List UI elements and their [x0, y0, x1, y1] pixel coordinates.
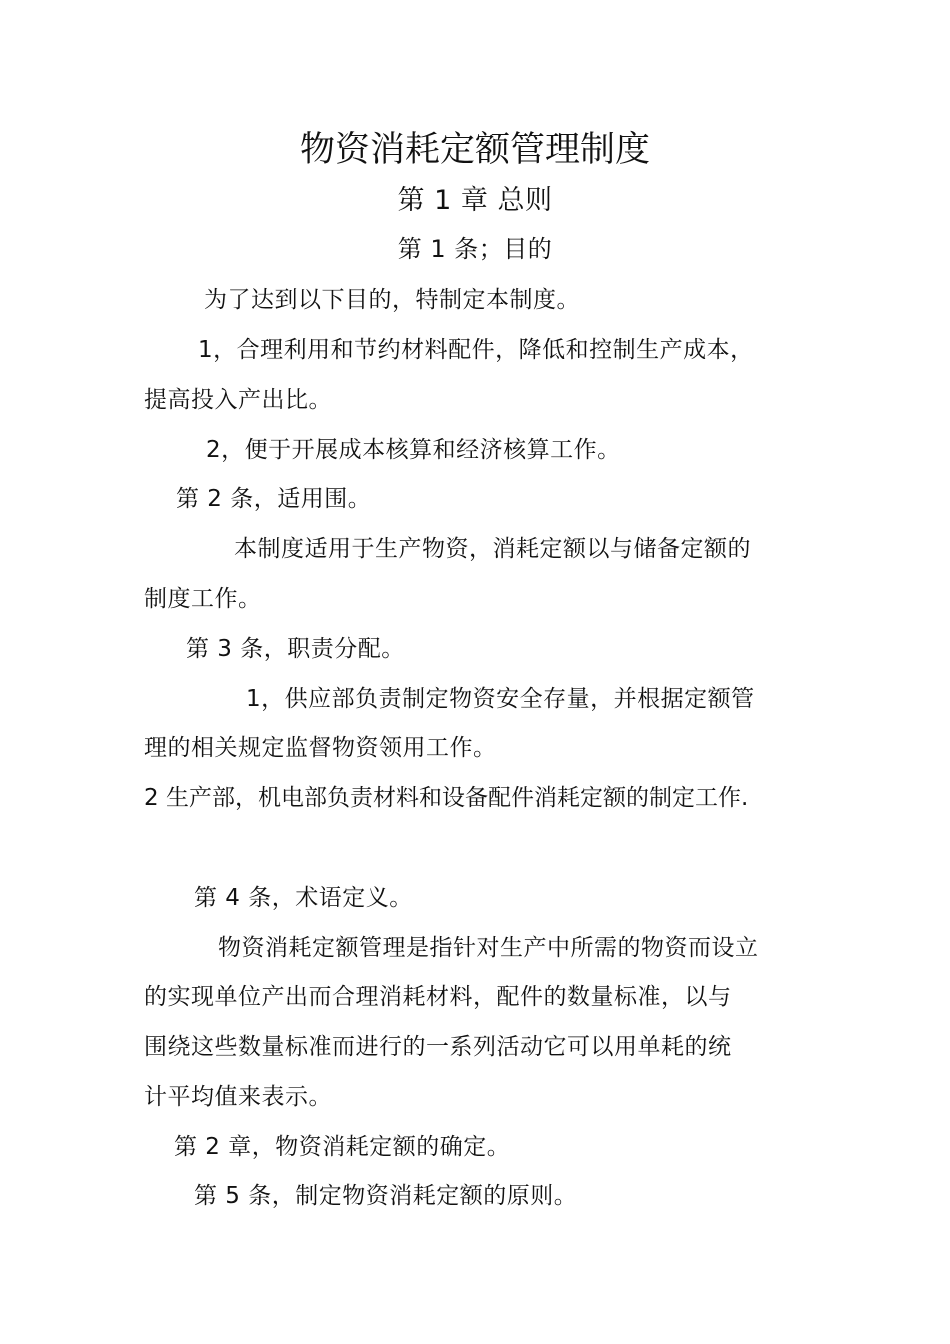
- article-3-heading: 第 3 条，职责分配。: [186, 636, 405, 662]
- article-2-body-line-2: 制度工作。: [144, 586, 262, 612]
- article-1-item-1-line-1: 1，合理利用和节约材料配件，降低和控制生产成本，: [198, 337, 754, 363]
- article-4-body-line-2: 的实现单位产出而合理消耗材料，配件的数量标准，以与: [144, 984, 732, 1010]
- article-5-heading: 第 5 条，制定物资消耗定额的原则。: [194, 1183, 578, 1209]
- article-2-body-line-1: 本制度适用于生产物资，消耗定额以与储备定额的: [234, 536, 751, 562]
- article-3-item-1-line-1: 1，供应部负责制定物资安全存量，并根据定额管: [246, 686, 755, 712]
- article-1-item-2: 2，便于开展成本核算和经济核算工作。: [206, 437, 621, 463]
- article-1-heading: 第 1 条；目的: [397, 235, 553, 263]
- article-4-body-line-3: 围绕这些数量标准而进行的一系列活动它可以用单耗的统: [144, 1034, 732, 1060]
- article-2-heading: 第 2 条，适用围。: [176, 486, 372, 512]
- article-4-body-line-4: 计平均值来表示。: [144, 1084, 332, 1110]
- article-3-item-2: 2 生产部，机电部负责材料和设备配件消耗定额的制定工作.: [144, 785, 749, 811]
- chapter-1-heading: 第 1 章 总则: [397, 185, 553, 216]
- document-title: 物资消耗定额管理制度: [299, 130, 650, 170]
- article-4-heading: 第 4 条，术语定义。: [194, 885, 413, 911]
- chapter-2-heading: 第 2 章，物资消耗定额的确定。: [174, 1134, 511, 1160]
- article-4-body-line-1: 物资消耗定额管理是指针对生产中所需的物资而设立: [218, 935, 759, 961]
- article-1-intro: 为了达到以下目的，特制定本制度。: [204, 287, 580, 313]
- article-1-item-1-line-2: 提高投入产出比。: [144, 387, 332, 413]
- article-3-item-1-line-2: 理的相关规定监督物资领用工作。: [144, 735, 497, 761]
